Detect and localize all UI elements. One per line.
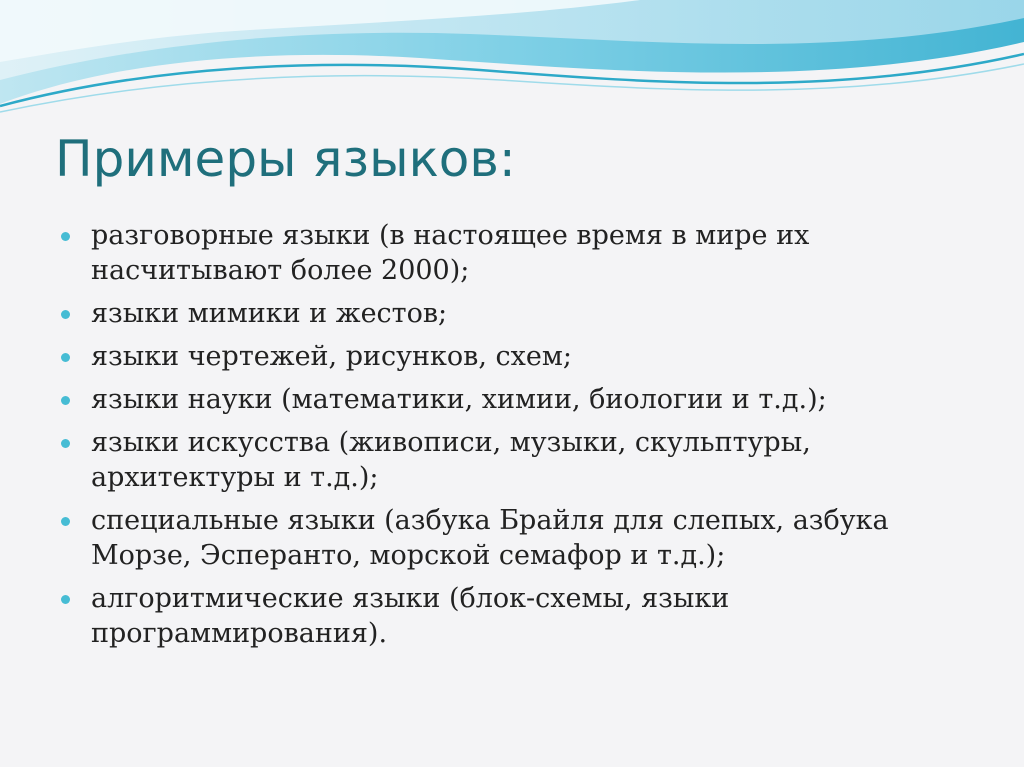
bullet-icon bbox=[61, 595, 70, 604]
list-item-text: алгоритмические языки (блок-схемы, языки программирования). bbox=[91, 583, 730, 649]
wave-decoration bbox=[0, 0, 1024, 140]
bullet-icon bbox=[61, 310, 70, 319]
list-item-text: языки искусства (живописи, музыки, скульптуры, архитектуры и т.д.); bbox=[91, 427, 811, 493]
list-item-text: специальные языки (азбука Брайля для слепых, азбука Морзе, Эсперанто, морской семафор и т.д.); bbox=[91, 505, 889, 571]
slide-title: Примеры языков: bbox=[55, 130, 516, 188]
list-item bbox=[60, 581, 980, 651]
bullet-icon bbox=[61, 353, 70, 362]
list-item bbox=[60, 425, 980, 495]
list-item bbox=[60, 296, 980, 331]
list-item-text: языки мимики и жестов; bbox=[91, 298, 448, 329]
bullet-icon bbox=[61, 232, 70, 241]
list-item bbox=[60, 339, 980, 374]
bullet-icon bbox=[61, 517, 70, 526]
list-item bbox=[60, 382, 980, 417]
language-list bbox=[60, 218, 980, 659]
list-item bbox=[60, 503, 980, 573]
list-item-text: языки чертежей, рисунков, схем; bbox=[91, 341, 572, 372]
list-item-text: разговорные языки (в настоящее время в мире их насчитывают более 2000); bbox=[91, 220, 810, 286]
list-item bbox=[60, 218, 980, 288]
bullet-icon bbox=[61, 439, 70, 448]
bullet-icon bbox=[61, 396, 70, 405]
list-item-text: языки науки (математики, химии, биологии и т.д.); bbox=[91, 384, 827, 415]
